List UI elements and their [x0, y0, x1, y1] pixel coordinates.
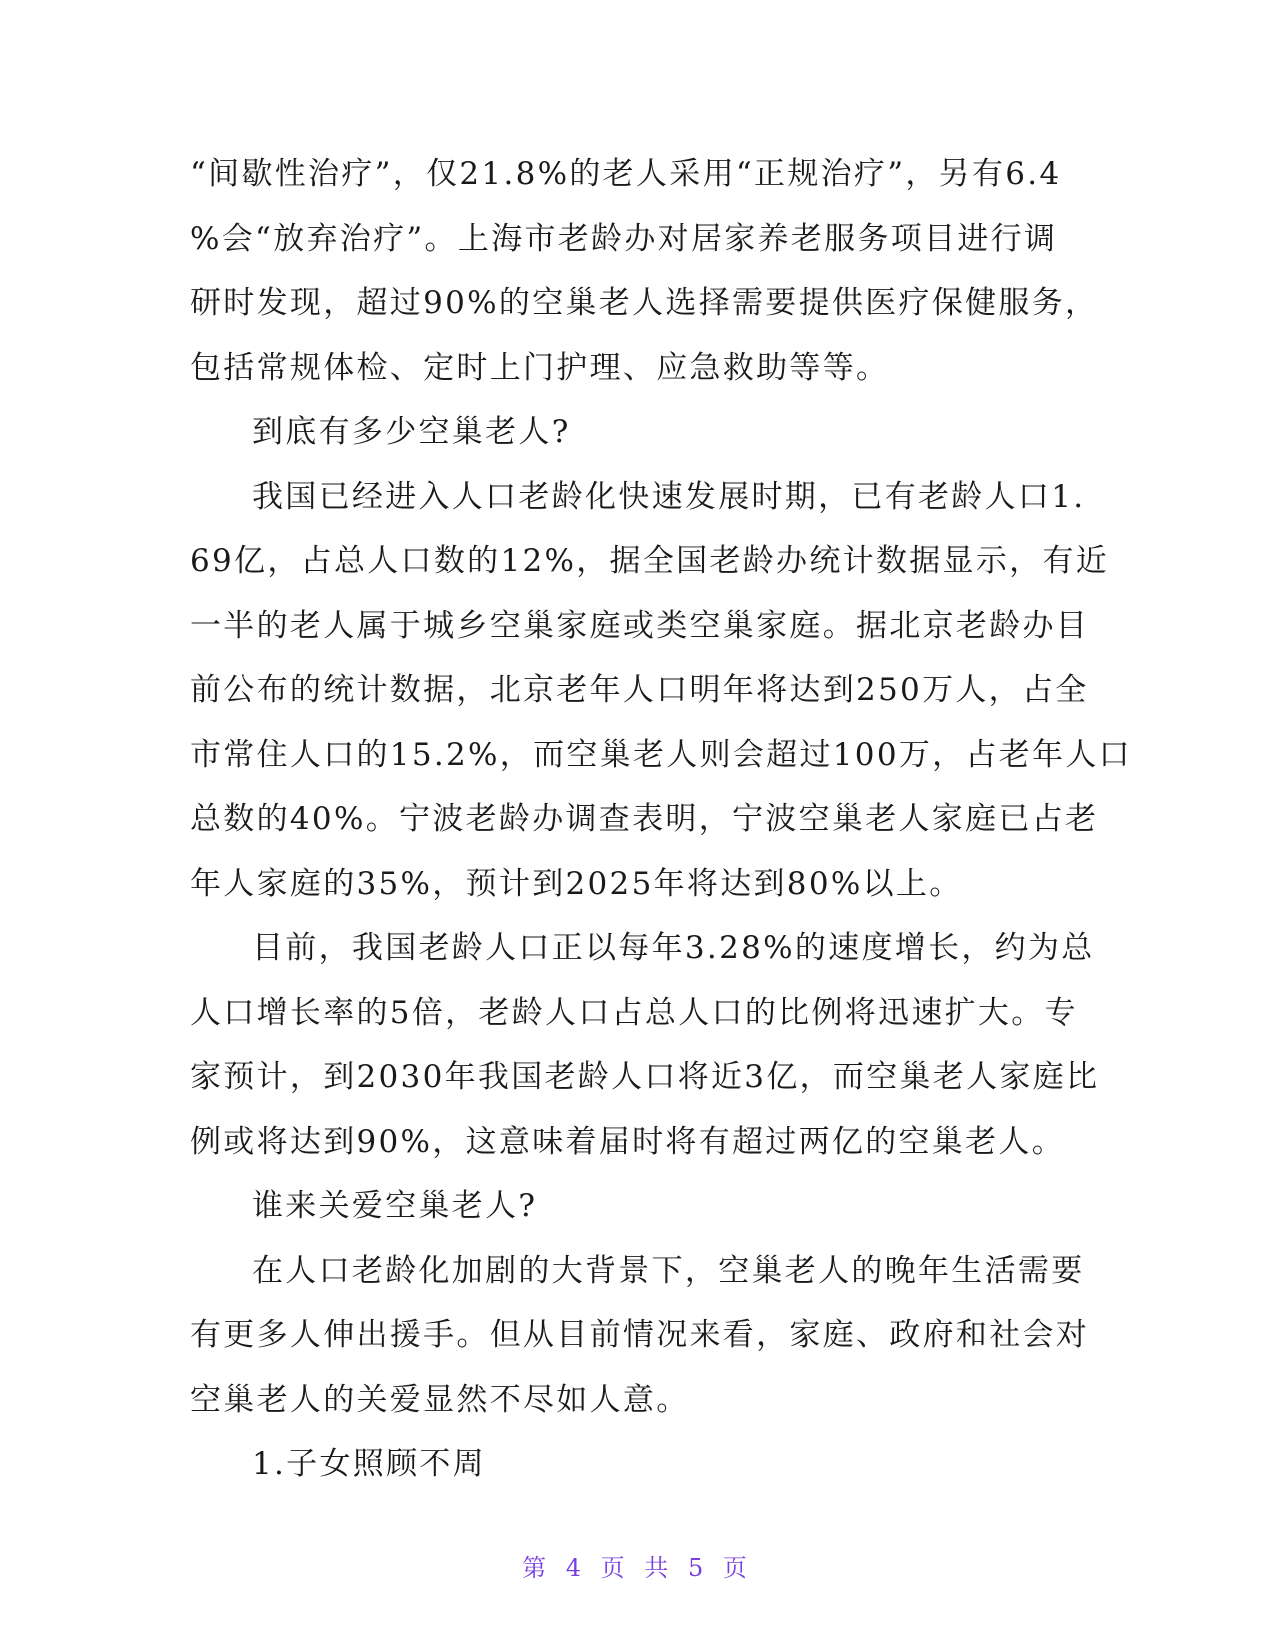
- list-heading: 1.子女照顾不周: [252, 1446, 486, 1482]
- section-heading: 到底有多少空巢老人?: [252, 414, 571, 450]
- text-line: 有更多人伸出援手。但从目前情况来看，家庭、政府和社会对: [190, 1317, 1090, 1353]
- text-line: 人口增长率的5倍，老龄人口占总人口的比例将迅速扩大。专: [190, 994, 1078, 1031]
- body-text: [190, 142, 1132, 1497]
- page-footer: 第 4 页 共 5 页: [522, 1554, 753, 1582]
- text-line: “间歇性治疗”，仅21.8%的老人采用“正规治疗”，另有6.4: [190, 156, 1062, 192]
- text-line: 前公布的统计数据，北京老年人口明年将达到250万人，占全: [190, 672, 1089, 708]
- text-line: 一半的老人属于城乡空巢家庭或类空巢家庭。据北京老龄办目: [190, 607, 1090, 644]
- text-line: %会“放弃治疗”。上海市老龄办对居家养老服务项目进行调: [190, 220, 1058, 257]
- text-line: 69亿，占总人口数的12%，据全国老龄办统计数据显示，有近: [190, 543, 1110, 579]
- text-line: 例或将达到90%，这意味着届时将有超过两亿的空巢老人。: [190, 1123, 1065, 1160]
- text-line: 家预计，到2030年我国老龄人口将近3亿，而空巢老人家庭比: [190, 1059, 1100, 1095]
- text-line: 空巢老人的关爱显然不尽如人意。: [190, 1381, 690, 1418]
- text-line: 年人家庭的35%，预计到2025年将达到80%以上。: [190, 865, 963, 902]
- text-line: 研时发现，超过90%的空巢老人选择需要提供医疗保健服务，: [190, 285, 1099, 321]
- text-line: 市常住人口的15.2%，而空巢老人则会超过100万，占老年人口: [190, 736, 1132, 773]
- section-heading: 谁来关爱空巢老人?: [252, 1188, 538, 1224]
- text-line: 包括常规体检、定时上门护理、应急救助等等。: [190, 349, 890, 386]
- text-line: 目前，我国老龄人口正以每年3.28%的速度增长，约为总: [252, 930, 1095, 966]
- text-line: 在人口老龄化加剧的大背景下，空巢老人的晚年生活需要: [252, 1252, 1085, 1289]
- text-line: 我国已经进入人口老龄化快速发展时期，已有老龄人口1.: [252, 478, 1086, 515]
- text-line: 总数的40%。宁波老龄办调查表明，宁波空巢老人家庭已占老: [190, 801, 1099, 837]
